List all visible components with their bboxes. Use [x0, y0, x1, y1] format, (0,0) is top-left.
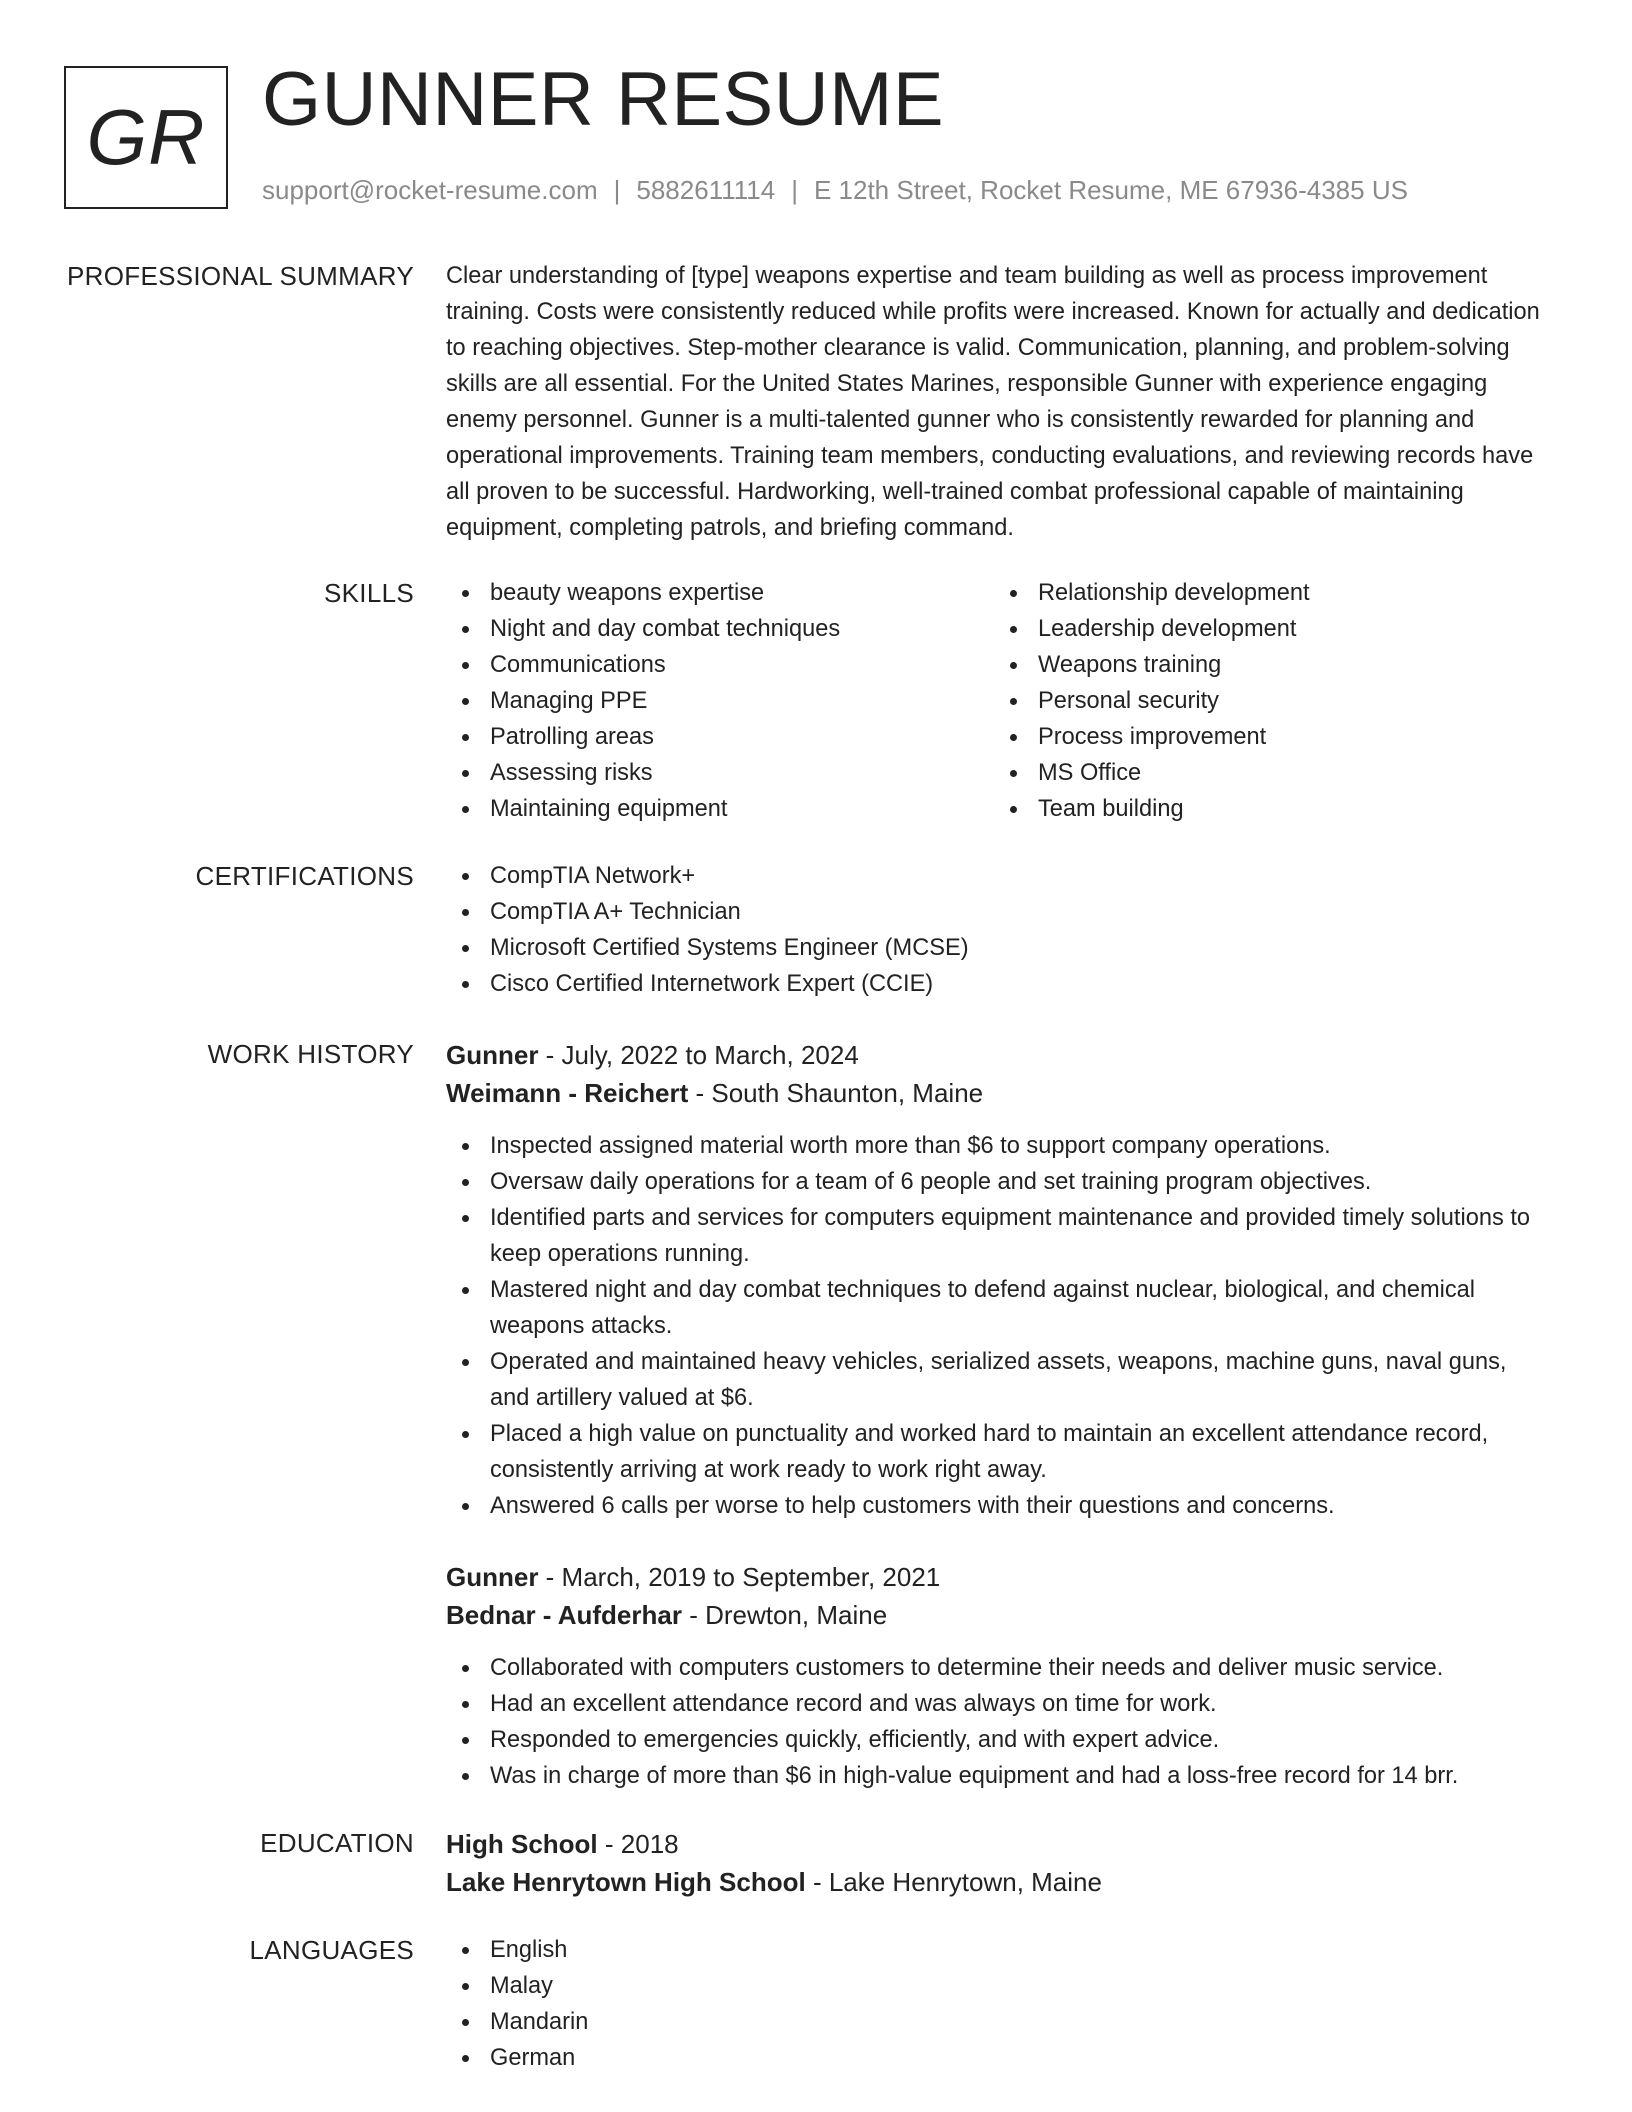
skills-column-right: [994, 575, 1542, 827]
contact-phone: 5882611114: [636, 175, 776, 205]
work-history-body: [446, 1036, 1546, 1794]
skills-list: [446, 575, 1546, 827]
skill-item: Patrolling areas: [446, 719, 994, 755]
job-entry: [446, 1558, 1546, 1794]
education-year: - 2018: [597, 1829, 679, 1859]
languages-heading: LANGUAGES: [249, 1935, 414, 1965]
job-dates: - July, 2022 to March, 2024: [538, 1040, 859, 1070]
job-duties-list: [446, 1650, 1546, 1794]
education-body: [446, 1825, 1546, 1901]
language-item: Malay: [446, 1968, 1546, 2004]
skill-item: Managing PPE: [446, 683, 994, 719]
education-school: Lake Henrytown High School: [446, 1867, 806, 1897]
job-dates: - March, 2019 to September, 2021: [538, 1562, 941, 1592]
certification-item: CompTIA Network+: [446, 858, 1546, 894]
skill-item: Leadership development: [994, 611, 1542, 647]
skill-item: Communications: [446, 647, 994, 683]
work-history-heading: WORK HISTORY: [207, 1039, 414, 1069]
job-company-line: [446, 1596, 1546, 1634]
contact-line: [262, 175, 1408, 206]
job-location: - South Shaunton, Maine: [688, 1078, 984, 1108]
contact-separator: |: [613, 175, 621, 205]
skills-column-left: [446, 575, 994, 827]
skill-item: beauty weapons expertise: [446, 575, 994, 611]
job-duty: Collaborated with computers customers to determine their needs and deliver music service.: [446, 1650, 1546, 1686]
job-duty: Responded to emergencies quickly, efficiently, and with expert advice.: [446, 1722, 1546, 1758]
job-entry: [446, 1036, 1546, 1524]
education-heading: EDUCATION: [260, 1828, 414, 1858]
education-degree: High School: [446, 1829, 598, 1859]
job-title-line: [446, 1558, 1546, 1596]
job-company-line: [446, 1074, 1546, 1112]
job-duty: Answered 6 calls per worse to help customers with their questions and concerns.: [446, 1488, 1546, 1524]
job-duties-list: [446, 1128, 1546, 1524]
language-item: German: [446, 2040, 1546, 2076]
job-duty: Was in charge of more than $6 in high-value equipment and had a loss-free record for 14 brr.: [446, 1758, 1546, 1794]
contact-separator: |: [791, 175, 798, 205]
job-duty: Operated and maintained heavy vehicles, serialized assets, weapons, machine guns, naval guns, and artillery valued at $6.: [446, 1344, 1546, 1416]
summary-heading: PROFESSIONAL SUMMARY: [67, 261, 414, 291]
languages-list: [446, 1932, 1546, 2076]
job-duty: Placed a high value on punctuality and worked hard to maintain an excellent attendance record, consistently arriving at work ready to work right away.: [446, 1416, 1546, 1488]
resume-name: GUNNER RESUME: [262, 57, 945, 142]
job-duty: Mastered night and day combat techniques to defend against nuclear, biological, and chemical weapons attacks.: [446, 1272, 1546, 1344]
certification-item: Microsoft Certified Systems Engineer (MCSE): [446, 930, 1546, 966]
language-item: Mandarin: [446, 2004, 1546, 2040]
language-item: English: [446, 1932, 1546, 1968]
job-company: Weimann - Reichert: [446, 1078, 689, 1108]
education-school-line: [446, 1863, 1546, 1901]
education-location: - Lake Henrytown, Maine: [805, 1867, 1102, 1897]
certifications-heading: CERTIFICATIONS: [195, 861, 414, 891]
certification-item: Cisco Certified Internetwork Expert (CCIE): [446, 966, 1546, 1002]
job-title: Gunner: [446, 1562, 539, 1592]
certification-item: CompTIA A+ Technician: [446, 894, 1546, 930]
job-title-line: [446, 1036, 1546, 1074]
monogram-logo: [64, 66, 228, 209]
certifications-body: [446, 858, 1546, 1002]
job-location: - Drewton, Maine: [681, 1600, 888, 1630]
skill-item: Maintaining equipment: [446, 791, 994, 827]
skill-item: Relationship development: [994, 575, 1542, 611]
job-duty: Oversaw daily operations for a team of 6 people and set training program objectives.: [446, 1164, 1546, 1200]
job-duty: Inspected assigned material worth more than $6 to support company operations.: [446, 1128, 1546, 1164]
education-degree-line: [446, 1825, 1546, 1863]
job-title: Gunner: [446, 1040, 539, 1070]
skill-item: Weapons training: [994, 647, 1542, 683]
skill-item: Assessing risks: [446, 755, 994, 791]
languages-body: [446, 1932, 1546, 2076]
skill-item: Personal security: [994, 683, 1542, 719]
job-company: Bednar - Aufderhar: [446, 1600, 682, 1630]
job-duty: Had an excellent attendance record and was always on time for work.: [446, 1686, 1546, 1722]
skills-heading: SKILLS: [324, 578, 414, 608]
job-duty: Identified parts and services for computers equipment maintenance and provided timely solutions to keep operations running.: [446, 1200, 1546, 1272]
monogram-initials: GR: [86, 93, 206, 181]
skill-item: MS Office: [994, 755, 1542, 791]
skill-item: Team building: [994, 791, 1542, 827]
contact-address: E 12th Street, Rocket Resume, ME 67936-4385 US: [813, 175, 1408, 205]
contact-email: support@rocket-resume.com: [262, 175, 598, 205]
summary-text: Clear understanding of [type] weapons expertise and team building as well as process improvement training. Costs were consistently reduced while profits were increased. Known for actually and dedication to reaching objectives. Step-mother clearance is valid. Communication, planning, and problem-solving skills are all essential. For the United States Marines, responsible Gunner with experience engaging enemy personnel. Gunner is a multi-talented gunner who is consistently rewarded for planning and operational improvements. Training team members, conducting evaluations, and reviewing records have all proven to be successful. Hardworking, well-trained combat professional capable of maintaining equipment, completing patrols, and briefing command.: [446, 263, 1540, 541]
skill-item: Process improvement: [994, 719, 1542, 755]
certifications-list: [446, 858, 1546, 1002]
skill-item: Night and day combat techniques: [446, 611, 994, 647]
